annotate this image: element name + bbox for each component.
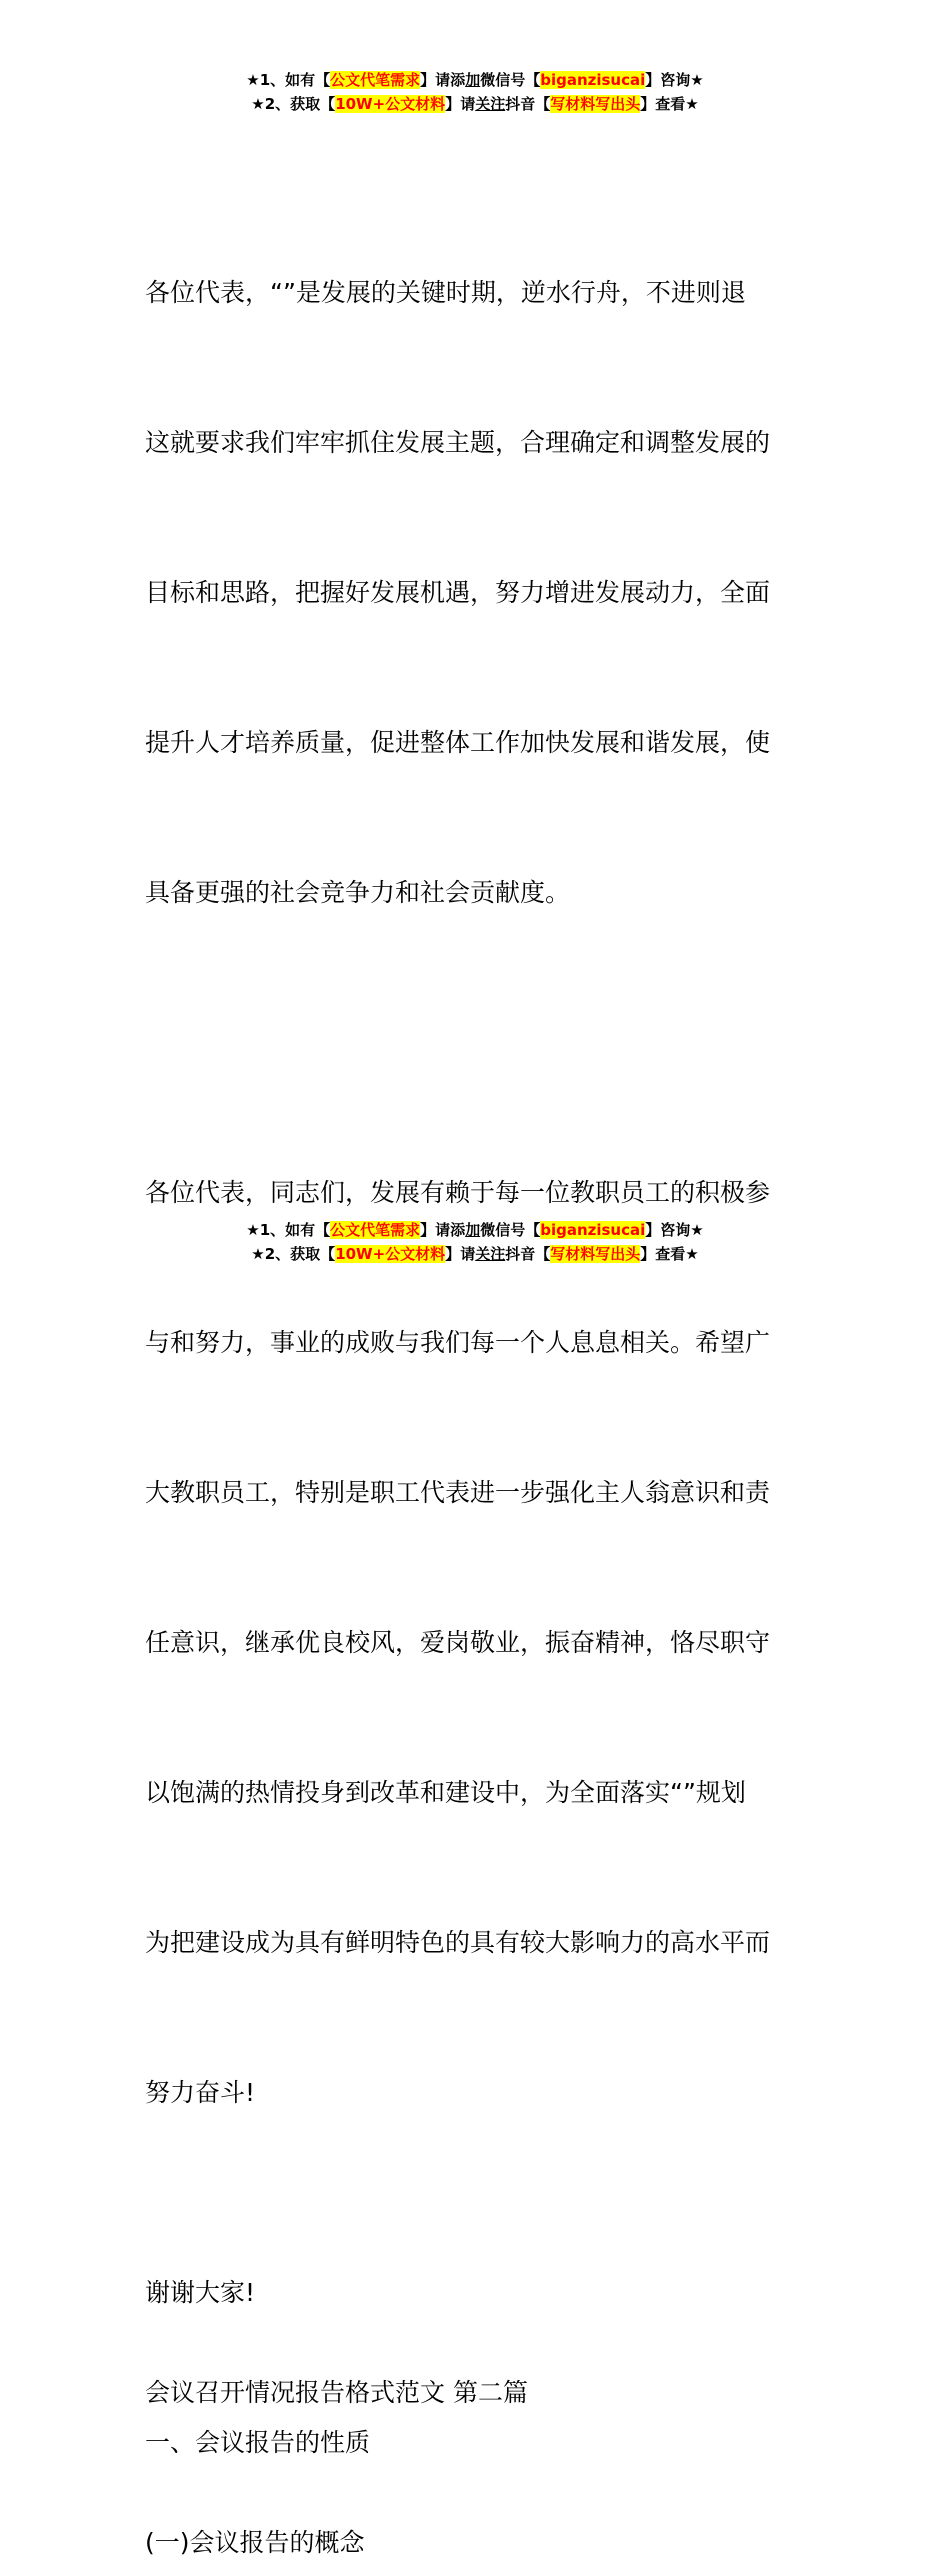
banner-text: 微信号【	[480, 1221, 541, 1239]
paragraph-spacer	[145, 2468, 815, 2518]
highlight-wechat-id: biganzisucai	[540, 1221, 646, 1239]
highlight-materials: 10W+公文材料	[335, 95, 446, 113]
banner-text-underlined: 关注	[475, 95, 506, 113]
banner-line-2	[0, 92, 950, 116]
banner-text-underlined: 加	[465, 71, 481, 89]
highlight-ghostwriting: 公文代笔需求	[330, 1221, 421, 1239]
text-line: 以饱满的热情投身到改革和建设中，为全面落实“”规划	[145, 1778, 746, 1807]
banner-text: 】查看★	[640, 95, 699, 113]
document-body	[145, 168, 815, 2568]
banner-line-1	[0, 1218, 950, 1242]
highlight-wechat-id: biganzisucai	[540, 71, 646, 89]
text-line: 各位代表，“”是发展的关键时期，逆水行舟，不进则退	[145, 278, 746, 307]
banner-text: 抖音【	[505, 1245, 551, 1263]
footer-banner	[0, 1218, 950, 1266]
banner-text-underlined: 关注	[475, 1245, 506, 1263]
paragraph-development-period	[145, 168, 815, 1018]
paragraph-thanks: 谢谢大家!	[145, 2278, 256, 2307]
banner-text: 】查看★	[640, 1245, 699, 1263]
header-banner	[0, 68, 950, 116]
text-line: 提升人才培养质量，促进整体工作加快发展和谐发展，使	[145, 728, 771, 757]
banner-text: 】请	[445, 1245, 476, 1263]
banner-text: ★1、如有【	[246, 71, 331, 89]
banner-text: ★2、获取【	[251, 1245, 336, 1263]
text-line: 与和努力，事业的成败与我们每一个人息息相关。希望广	[145, 1328, 771, 1357]
text-line: 为把建设成为具有鲜明特色的具有较大影响力的高水平而	[145, 1928, 771, 1957]
text-line: 努力奋斗!	[145, 2078, 256, 2107]
paragraph-spacer	[145, 1018, 815, 1068]
highlight-ghostwriting: 公文代笔需求	[330, 71, 421, 89]
text-line: 任意识，继承优良校风，爱岗敬业，振奋精神，恪尽职守	[145, 1628, 771, 1657]
banner-text: 抖音【	[505, 95, 551, 113]
banner-text: 】请	[445, 95, 476, 113]
text-line: 各位代表，同志们，发展有赖于每一位教职员工的积极参	[145, 1178, 771, 1207]
highlight-douyin-account: 写材料写出头	[550, 95, 641, 113]
highlight-materials: 10W+公文材料	[335, 1245, 446, 1263]
heading-level-2: (一)会议报告的概念	[145, 2528, 365, 2557]
banner-text: ★2、获取【	[251, 95, 336, 113]
banner-text: 微信号【	[480, 71, 541, 89]
paragraph-spacer	[145, 2318, 815, 2368]
banner-text: 】咨询★	[645, 1221, 704, 1239]
banner-line-1	[0, 68, 950, 92]
banner-line-2	[0, 1242, 950, 1266]
heading-level-1: 一、会议报告的性质	[145, 2428, 371, 2457]
text-line: 具备更强的社会竞争力和社会贡献度。	[145, 878, 571, 907]
banner-text-underlined: 加	[465, 1221, 481, 1239]
banner-text: 】请添	[420, 1221, 466, 1239]
paragraph-spacer	[145, 2218, 815, 2268]
banner-text: 】请添	[420, 71, 466, 89]
text-line: 目标和思路，把握好发展机遇，努力增进发展动力，全面	[145, 578, 771, 607]
text-line: 大教职员工，特别是职工代表进一步强化主人翁意识和责	[145, 1478, 771, 1507]
highlight-douyin-account: 写材料写出头	[550, 1245, 641, 1263]
text-line: 这就要求我们牢牢抓住发展主题，合理确定和调整发展的	[145, 428, 771, 457]
banner-text: ★1、如有【	[246, 1221, 331, 1239]
banner-text: 】咨询★	[645, 71, 704, 89]
section-title: 会议召开情况报告格式范文 第二篇	[145, 2378, 528, 2407]
